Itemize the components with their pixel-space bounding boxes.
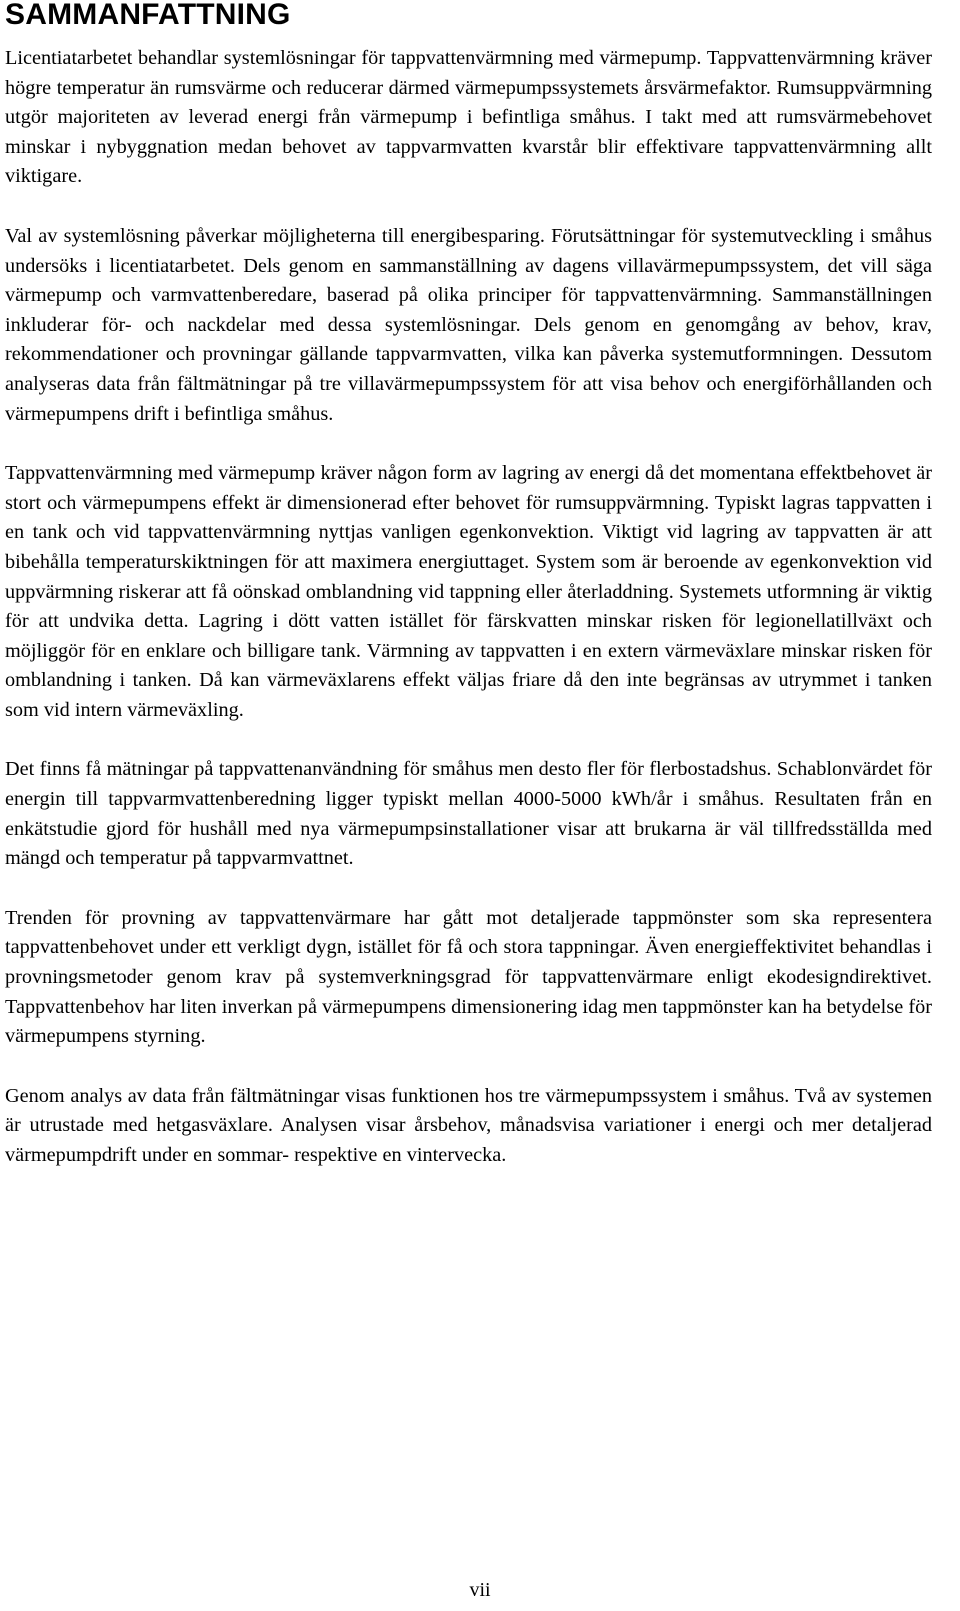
- paragraph-2: Val av systemlösning påverkar möjligheterna till energibesparing. Förutsättningar för systemutveckling i småhus undersöks i licentiatarbetet. Dels genom en sammanställning av dagens villavärmepumpssystem, det vill säga värmepump och varmvattenberedare, baserad på olika principer för tappvattenvärmning. Sammanställningen inkluderar för- och nackdelar med dessa systemlösningar. Dels genom en genomgång av behov, krav, rekommendationer och provningar gällande tappvarmvatten, vilka kan påverka systemutformningen. Dessutom analyseras data från fältmätningar på tre villavärmepumpssystem för att visa behov och energiförhållanden och värmepumpens drift i befintliga småhus.: [5, 224, 932, 425]
- page-title: SAMMANFATTNING: [5, 0, 291, 31]
- summary-body: [5, 44, 932, 1201]
- paragraph-1: Licentiatarbetet behandlar systemlösningar för tappvattenvärmning med värmepump. Tappvattenvärmning kräver högre temperatur än rumsvärme och reducerar därmed värmepumpssystemets årsvärmefaktor. Rumsuppvärmning utgör majoriteten av leverad energi från värmepump i befintliga småhus. I takt med att rumsvärmebehovet minskar i nybyggnation medan behovet av tappvarmvatten kvarstår blir effektivare tappvattenvärmning allt viktigare.: [5, 47, 932, 188]
- page-number: vii: [469, 1579, 491, 1601]
- paragraph-3: Tappvattenvärmning med värmepump kräver någon form av lagring av energi då det momentana effektbehovet är stort och värmepumpens effekt är dimensionerad efter behovet för rumsuppvärmning. Typiskt lagras tappvatten i en tank och vid tappvattenvärmning nyttjas vanligen egenkonvektion. Viktigt vid lagring av tappvatten är att bibehålla temperaturskiktningen för att maximera energiuttaget. System som är beroende av egenkonvektion vid uppvärmning riskerar att få oönskad omblandning vid tappning eller återladdning. Systemets utformning är viktig för att undvika detta. Lagring i dött vatten istället för färskvatten minskar risken för legionellatillväxt och möjliggör för en enklare och billigare tank. Värmning av tappvatten i en extern värmeväxlare minskar risken för omblandning i tanken. Då kan värmeväxlarens effekt väljas friare då den inte begränsas av utrymmet i tanken som vid intern värmeväxling.: [5, 462, 932, 721]
- paragraph-6: Genom analys av data från fältmätningar visas funktionen hos tre värmepumpssystem i småhus. Två av systemen är utrustade med hetgasväxlare. Analysen visar årsbehov, månadsvisa variationer i energi och mer detaljerad värmepumpdrift under en sommar- respektive en vintervecka.: [5, 1084, 932, 1166]
- paragraph-4: Det finns få mätningar på tappvattenanvändning för småhus men desto fler för flerbostadshus. Schablonvärdet för energin till tappvarmvattenberedning ligger typiskt mellan 4000-5000 kWh/år i småhus. Resultaten från en enkätstudie gjord för hushåll med nya värmepumpsinstallationer visar att brukarna är väl tillfredsställda med mängd och temperatur på tappvarmvattnet.: [5, 758, 932, 870]
- paragraph-5: Trenden för provning av tappvattenvärmare har gått mot detaljerade tappmönster som ska representera tappvattenbehovet under ett verkligt dygn, istället för få och stora tappningar. Även energieffektivitet behandlas i provningsmetoder genom krav på systemverkningsgrad för tappvattenvärmare enligt ekodesigndirektivet. Tappvattenbehov har liten inverkan på värmepumpens dimensionering idag men tappmönster kan ha betydelse för värmepumpens styrning.: [5, 906, 932, 1048]
